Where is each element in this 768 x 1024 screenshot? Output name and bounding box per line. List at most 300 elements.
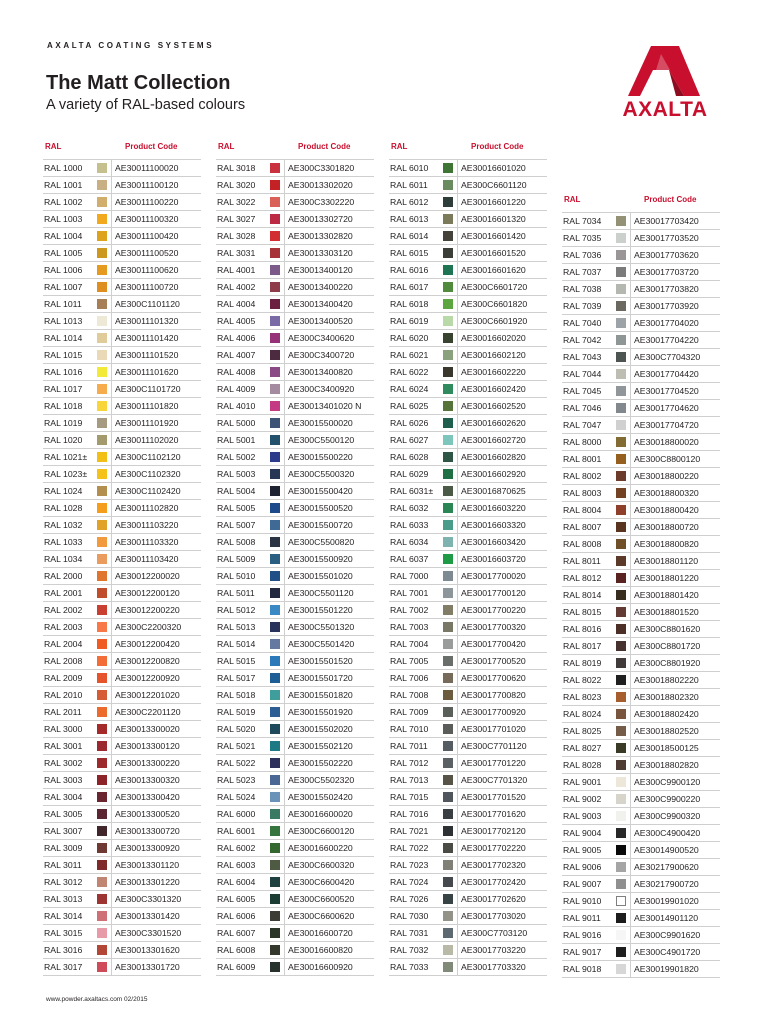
color-swatch xyxy=(443,486,453,496)
color-swatch xyxy=(443,877,453,887)
ral-number: RAL 7024 xyxy=(390,877,429,887)
product-code: AE300C3400620 xyxy=(288,333,355,343)
column-divider xyxy=(457,908,458,924)
ral-number: RAL 3028 xyxy=(217,231,256,241)
column-divider xyxy=(630,944,631,960)
column-divider xyxy=(457,704,458,720)
product-code: AE300C6600120 xyxy=(288,826,355,836)
column-divider xyxy=(630,961,631,977)
color-swatch xyxy=(616,556,626,566)
product-code: AE300C9900320 xyxy=(634,811,701,821)
color-swatch xyxy=(97,639,107,649)
column-divider xyxy=(630,791,631,807)
ral-number: RAL 1034 xyxy=(44,554,83,564)
ral-number: RAL 3002 xyxy=(44,758,83,768)
product-code-header: Product Code xyxy=(471,142,524,151)
ral-number: RAL 7012 xyxy=(390,758,429,768)
product-code: AE30016603720 xyxy=(461,554,526,564)
color-swatch xyxy=(616,777,626,787)
product-code: AE300C3302220 xyxy=(288,197,355,207)
ral-number: RAL 8012 xyxy=(563,573,602,583)
table-row xyxy=(216,347,374,364)
column-divider xyxy=(457,687,458,703)
column-divider xyxy=(111,891,112,907)
table-row xyxy=(216,585,374,602)
table-row xyxy=(562,281,720,298)
table-row xyxy=(389,806,547,823)
color-swatch xyxy=(443,911,453,921)
ral-number: RAL 7046 xyxy=(563,403,602,413)
color-swatch xyxy=(616,743,626,753)
ral-number: RAL 3003 xyxy=(44,775,83,785)
color-swatch xyxy=(270,231,280,241)
product-code: AE30016870625 xyxy=(461,486,526,496)
product-code: AE30015500020 xyxy=(288,418,353,428)
color-swatch xyxy=(270,707,280,717)
ral-number: RAL 1004 xyxy=(44,231,83,241)
column-divider xyxy=(111,908,112,924)
product-code: AE30015502120 xyxy=(288,741,353,751)
column-divider xyxy=(457,347,458,363)
color-swatch xyxy=(616,624,626,634)
table-row xyxy=(43,585,201,602)
table-row xyxy=(43,670,201,687)
axalta-a-mark-icon xyxy=(606,40,724,100)
color-swatch xyxy=(97,418,107,428)
column-divider xyxy=(457,415,458,431)
product-code: AE30015502020 xyxy=(288,724,353,734)
table-row xyxy=(216,959,374,976)
ral-number: RAL 5011 xyxy=(217,588,255,598)
column-divider xyxy=(111,279,112,295)
table-row xyxy=(43,500,201,517)
product-code: AE30017704520 xyxy=(634,386,699,396)
color-swatch xyxy=(443,282,453,292)
ral-number: RAL 8000 xyxy=(563,437,602,447)
table-row xyxy=(389,194,547,211)
table-row xyxy=(216,636,374,653)
table-row xyxy=(389,398,547,415)
column-divider xyxy=(284,381,285,397)
ral-number: RAL 7026 xyxy=(390,894,429,904)
color-swatch xyxy=(97,469,107,479)
column-divider xyxy=(284,687,285,703)
product-code: AE300C6600520 xyxy=(288,894,355,904)
ral-number: RAL 6033 xyxy=(390,520,429,530)
color-swatch xyxy=(443,367,453,377)
ral-table-col-3 xyxy=(389,139,547,976)
column-divider xyxy=(284,959,285,975)
color-swatch xyxy=(97,214,107,224)
ral-number: RAL 5007 xyxy=(217,520,256,530)
product-code: AE30017703920 xyxy=(634,301,699,311)
column-divider xyxy=(284,704,285,720)
table-row xyxy=(562,451,720,468)
table-row xyxy=(43,466,201,483)
ral-number: RAL 6013 xyxy=(390,214,429,224)
product-code: AE30015501020 xyxy=(288,571,353,581)
column-divider xyxy=(630,468,631,484)
color-swatch xyxy=(443,503,453,513)
ral-number: RAL 1032 xyxy=(44,520,83,530)
ral-number: RAL 4002 xyxy=(217,282,256,292)
table-row xyxy=(389,585,547,602)
table-row xyxy=(562,400,720,417)
color-swatch xyxy=(616,811,626,821)
table-row xyxy=(389,619,547,636)
table-row xyxy=(562,230,720,247)
column-divider xyxy=(111,296,112,312)
product-code: AE30015501720 xyxy=(288,673,353,683)
ral-number: RAL 1028 xyxy=(44,503,83,513)
ral-number: RAL 1024 xyxy=(44,486,83,496)
column-divider xyxy=(111,313,112,329)
table-header xyxy=(562,192,720,213)
column-divider xyxy=(284,806,285,822)
ral-number: RAL 8019 xyxy=(563,658,602,668)
table-row xyxy=(562,298,720,315)
table-row xyxy=(43,823,201,840)
ral-number: RAL 7037 xyxy=(563,267,602,277)
color-swatch xyxy=(616,726,626,736)
table-row xyxy=(43,313,201,330)
product-code: AE30013301420 xyxy=(115,911,180,921)
table-row xyxy=(216,483,374,500)
column-divider xyxy=(457,551,458,567)
table-row xyxy=(216,602,374,619)
column-divider xyxy=(630,264,631,280)
table-row xyxy=(43,330,201,347)
ral-number: RAL 1019 xyxy=(44,418,83,428)
column-divider xyxy=(111,857,112,873)
product-code: AE300C7701320 xyxy=(461,775,528,785)
column-divider xyxy=(630,910,631,926)
product-code: AE300C3301320 xyxy=(115,894,182,904)
table-row xyxy=(389,347,547,364)
table-row xyxy=(562,910,720,927)
table-row xyxy=(389,313,547,330)
product-code: AE30016600220 xyxy=(288,843,353,853)
table-row xyxy=(216,415,374,432)
table-row xyxy=(216,738,374,755)
table-row xyxy=(562,434,720,451)
table-row xyxy=(562,740,720,757)
color-swatch xyxy=(443,928,453,938)
page-subtitle: A variety of RAL-based colours xyxy=(46,97,246,113)
ral-number: RAL 6008 xyxy=(217,945,256,955)
table-row xyxy=(216,619,374,636)
table-row xyxy=(216,296,374,313)
ral-number: RAL 7045 xyxy=(563,386,602,396)
table-row xyxy=(43,381,201,398)
color-swatch xyxy=(97,435,107,445)
color-swatch xyxy=(270,486,280,496)
color-swatch xyxy=(97,537,107,547)
product-code: AE30013400120 xyxy=(288,265,353,275)
color-swatch xyxy=(97,758,107,768)
product-code: AE30013300520 xyxy=(115,809,180,819)
column-divider xyxy=(630,859,631,875)
product-code: AE30014900520 xyxy=(634,845,699,855)
ral-number: RAL 2003 xyxy=(44,622,83,632)
product-code: AE30018801220 xyxy=(634,573,699,583)
ral-number: RAL 5009 xyxy=(217,554,256,564)
table-row xyxy=(389,177,547,194)
table-row xyxy=(389,636,547,653)
column-divider xyxy=(284,789,285,805)
color-swatch xyxy=(270,282,280,292)
column-divider xyxy=(457,636,458,652)
table-row xyxy=(562,876,720,893)
color-swatch xyxy=(97,826,107,836)
product-code: AE30018802220 xyxy=(634,675,699,685)
column-divider xyxy=(111,432,112,448)
column-divider xyxy=(111,228,112,244)
table-row xyxy=(562,536,720,553)
color-swatch xyxy=(616,301,626,311)
ral-number: RAL 1016 xyxy=(44,367,83,377)
column-divider xyxy=(457,500,458,516)
column-divider xyxy=(630,757,631,773)
product-code: AE30011101620 xyxy=(115,367,179,377)
column-divider xyxy=(630,570,631,586)
color-swatch xyxy=(97,163,107,173)
color-swatch xyxy=(616,794,626,804)
ral-number: RAL 2009 xyxy=(44,673,83,683)
page-title: The Matt Collection xyxy=(46,72,231,94)
column-divider xyxy=(630,672,631,688)
table-row xyxy=(43,534,201,551)
table-row xyxy=(216,942,374,959)
column-divider xyxy=(457,772,458,788)
table-row xyxy=(562,587,720,604)
ral-number: RAL 3005 xyxy=(44,809,83,819)
color-swatch xyxy=(443,316,453,326)
product-code: AE30019901020 xyxy=(634,896,699,906)
product-code: AE30017703620 xyxy=(634,250,699,260)
table-row xyxy=(216,364,374,381)
ral-number: RAL 9010 xyxy=(563,896,602,906)
column-divider xyxy=(630,604,631,620)
column-divider xyxy=(284,262,285,278)
table-row xyxy=(562,791,720,808)
table-row xyxy=(216,687,374,704)
ral-number: RAL 7039 xyxy=(563,301,602,311)
color-swatch xyxy=(97,945,107,955)
ral-number: RAL 9004 xyxy=(563,828,602,838)
table-row xyxy=(562,961,720,978)
ral-number: RAL 5002 xyxy=(217,452,256,462)
product-code: AE30018802420 xyxy=(634,709,699,719)
ral-number: RAL 6007 xyxy=(217,928,256,938)
product-code: AE30011100420 xyxy=(115,231,179,241)
color-swatch xyxy=(270,639,280,649)
table-row xyxy=(43,364,201,381)
ral-number: RAL 6034 xyxy=(390,537,429,547)
table-row xyxy=(389,755,547,772)
ral-header: RAL xyxy=(391,142,408,151)
column-divider xyxy=(284,160,285,176)
ral-number: RAL 3001 xyxy=(44,741,83,751)
ral-number: RAL 9002 xyxy=(563,794,602,804)
color-swatch xyxy=(97,724,107,734)
ral-number: RAL 3009 xyxy=(44,843,83,853)
column-divider xyxy=(457,245,458,261)
table-row xyxy=(43,840,201,857)
color-swatch xyxy=(270,860,280,870)
product-code: AE30017703220 xyxy=(461,945,526,955)
color-swatch xyxy=(616,828,626,838)
product-code: AE30017704720 xyxy=(634,420,699,430)
table-row xyxy=(562,621,720,638)
product-code: AE30018800420 xyxy=(634,505,699,515)
brand-line: AXALTA COATING SYSTEMS xyxy=(47,41,215,50)
product-code: AE30011102820 xyxy=(115,503,179,513)
product-code: AE30011100020 xyxy=(115,163,179,173)
ral-number: RAL 9011 xyxy=(563,913,601,923)
color-swatch xyxy=(443,384,453,394)
column-divider xyxy=(111,602,112,618)
ral-number: RAL 2001 xyxy=(44,588,83,598)
product-code: AE300C5501420 xyxy=(288,639,355,649)
ral-number: RAL 1006 xyxy=(44,265,83,275)
table-row xyxy=(216,160,374,177)
table-row xyxy=(389,211,547,228)
table-row xyxy=(216,721,374,738)
ral-number: RAL 7016 xyxy=(390,809,429,819)
ral-number: RAL 4006 xyxy=(217,333,256,343)
color-swatch xyxy=(616,403,626,413)
ral-number: RAL 6019 xyxy=(390,316,429,326)
color-swatch xyxy=(616,352,626,362)
color-swatch xyxy=(97,928,107,938)
color-swatch xyxy=(616,709,626,719)
ral-number: RAL 7040 xyxy=(563,318,602,328)
table-header xyxy=(389,139,547,160)
column-divider xyxy=(111,466,112,482)
product-code: AE30013300320 xyxy=(115,775,180,785)
column-divider xyxy=(111,670,112,686)
ral-number: RAL 9007 xyxy=(563,879,602,889)
ral-number: RAL 5005 xyxy=(217,503,256,513)
table-row xyxy=(562,366,720,383)
table-row xyxy=(43,432,201,449)
ral-number: RAL 7010 xyxy=(390,724,429,734)
table-row xyxy=(389,517,547,534)
product-code: AE300C7704320 xyxy=(634,352,701,362)
ral-number: RAL 6014 xyxy=(390,231,429,241)
table-row xyxy=(389,483,547,500)
color-swatch xyxy=(443,622,453,632)
product-code: AE300C9900120 xyxy=(634,777,701,787)
product-code: AE30011100720 xyxy=(115,282,179,292)
table-row xyxy=(389,891,547,908)
ral-number: RAL 5017 xyxy=(217,673,256,683)
product-code: AE30017704420 xyxy=(634,369,699,379)
table-row xyxy=(389,568,547,585)
color-swatch xyxy=(97,231,107,241)
table-row xyxy=(43,160,201,177)
color-swatch xyxy=(443,860,453,870)
column-divider xyxy=(457,177,458,193)
column-divider xyxy=(630,349,631,365)
ral-number: RAL 3014 xyxy=(44,911,83,921)
product-code: AE300C8801720 xyxy=(634,641,701,651)
ral-number: RAL 5008 xyxy=(217,537,256,547)
color-swatch xyxy=(97,605,107,615)
product-code: AE30017704220 xyxy=(634,335,699,345)
ral-number: RAL 4004 xyxy=(217,299,256,309)
table-row xyxy=(562,264,720,281)
table-row xyxy=(389,959,547,976)
column-divider xyxy=(630,400,631,416)
column-divider xyxy=(457,517,458,533)
color-swatch xyxy=(443,571,453,581)
ral-number: RAL 6010 xyxy=(390,163,429,173)
table-row xyxy=(43,755,201,772)
table-row xyxy=(216,925,374,942)
product-code-header: Product Code xyxy=(644,195,697,204)
ral-number: RAL 3013 xyxy=(44,894,83,904)
table-row xyxy=(216,840,374,857)
color-swatch xyxy=(97,673,107,683)
table-row xyxy=(43,194,201,211)
color-swatch xyxy=(443,418,453,428)
table-row xyxy=(389,602,547,619)
ral-number: RAL 6026 xyxy=(390,418,429,428)
product-code: AE30018800820 xyxy=(634,539,699,549)
table-row xyxy=(216,313,374,330)
ral-number: RAL 7009 xyxy=(390,707,429,717)
color-swatch xyxy=(616,539,626,549)
color-swatch xyxy=(443,180,453,190)
color-swatch xyxy=(270,605,280,615)
table-row xyxy=(389,245,547,262)
column-divider xyxy=(284,313,285,329)
color-swatch xyxy=(270,435,280,445)
table-row xyxy=(389,330,547,347)
column-divider xyxy=(630,332,631,348)
color-swatch xyxy=(616,760,626,770)
product-code: AE300C5502320 xyxy=(288,775,355,785)
column-divider xyxy=(457,857,458,873)
column-divider xyxy=(457,738,458,754)
column-divider xyxy=(457,959,458,975)
table-row xyxy=(216,874,374,891)
color-swatch xyxy=(443,435,453,445)
color-swatch xyxy=(616,913,626,923)
product-code: AE30016601020 xyxy=(461,163,526,173)
ral-number: RAL 8004 xyxy=(563,505,602,515)
product-code: AE30012200420 xyxy=(115,639,180,649)
ral-number: RAL 1005 xyxy=(44,248,83,258)
ral-number: RAL 1015 xyxy=(44,350,83,360)
table-row xyxy=(389,772,547,789)
column-divider xyxy=(457,789,458,805)
table-row xyxy=(43,517,201,534)
product-code: AE30012200920 xyxy=(115,673,180,683)
product-code: AE30013301720 xyxy=(115,962,180,972)
color-swatch xyxy=(616,692,626,702)
column-divider xyxy=(111,245,112,261)
product-code: AE30013300420 xyxy=(115,792,180,802)
product-code: AE30013301120 xyxy=(115,860,180,870)
table-row xyxy=(43,483,201,500)
product-code: AE300C9901620 xyxy=(634,930,701,940)
ral-number: RAL 1023± xyxy=(44,469,88,479)
color-swatch xyxy=(443,758,453,768)
product-code: AE300C6601120 xyxy=(461,180,527,190)
